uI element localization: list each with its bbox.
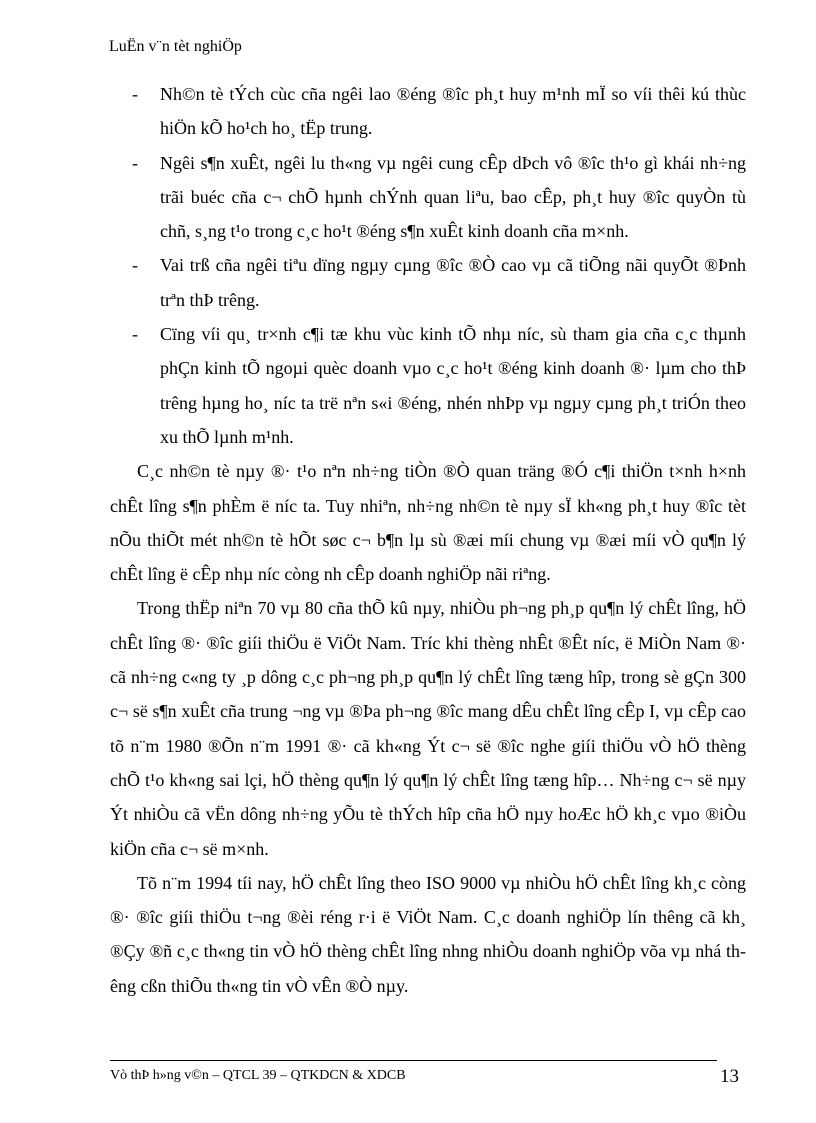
bullet-text: Cïng víi qu¸ tr×nh c¶i tæ khu vùc kinh tÕ nhµ níc, sù tham gia cña c¸c thµnh phÇn kinh tÕ ngoµi quèc doanh vµo c¸c ho¹t ®éng kinh doanh ®· lµm cho thÞ trêng hµng ho¸ níc ta trë nªn s«i ®éng, nhén nhÞp vµ ngµy cµng ph¸t triÓn theo xu thÕ lµnh m¹nh. bbox=[160, 324, 746, 447]
bullet-item bbox=[110, 317, 746, 454]
footer-divider bbox=[110, 1060, 717, 1061]
document-body bbox=[110, 77, 746, 1003]
bullet-text: Vai trß cña ngêi tiªu dïng ngµy cµng ®îc ®Ò cao vµ cã tiÕng nãi quyÕt ®Þnh trªn thÞ trêng. bbox=[160, 255, 746, 310]
bullet-dash-icon: - bbox=[132, 84, 138, 104]
body-paragraph: Tõ n¨m 1994 tíi nay, hÖ chÊt lîng theo ISO 9000 vµ nhiÒu hÖ chÊt lîng kh¸c còng ®· ®îc giíi thiÖu t¬ng ®èi réng r·i ë ViÖt Nam. C¸c doanh nghiÖp lín thêng cã kh¸ ®Çy ®ñ c¸c th«ng tin vÒ hÖ thèng chÊt lîng nhng nhiÒu doanh nghiÖp võa vµ nhá thêng cßn thiÕu th«ng tin vÒ vÊn ®Ò nµy. bbox=[110, 872, 746, 996]
bullet-item bbox=[110, 77, 746, 146]
bullet-item bbox=[110, 248, 746, 317]
bullet-text: Ngêi s¶n xuÊt, ngêi lu th«ng vµ ngêi cung cÊp dÞch vô ®îc th¹o gì khái nh÷ng trãi buéc cña c¬ chÕ hµnh chÝnh quan liªu, bao cÊp, ph¸t huy ®îc quyÒn tù chñ, s¸ng t¹o trong c¸c ho¹t ®éng s¶n xuÊt kinh doanh cña m×nh. bbox=[160, 152, 746, 242]
footer-text: Vò thÞ h»ng v©n – QTCL 39 – QTKDCN & XDCB bbox=[110, 1068, 406, 1083]
body-paragraph: C¸c nh©n tè nµy ®· t¹o nªn nh÷ng tiÒn ®Ò quan träng ®Ó c¶i thiÖn t×nh h×nh chÊt lîng s¶n phÈm ë níc ta. Tuy nhiªn, nh÷ng nh©n tè nµy sÏ kh«ng ph¸t huy ®îc tèt nÕu thiÕt mét nh©n tè hÕt søc c¬ b¶n lµ sù ®æi míi chung vµ ®æi míi vÒ qu¶n lý chÊt lîng ë cÊp nhµ níc còng nh cÊp doanh nghiÖp nãi riªng. bbox=[110, 461, 746, 585]
page-number: 13 bbox=[720, 1066, 739, 1087]
running-header: LuËn v¨n tèt nghiÖp bbox=[109, 38, 242, 55]
bullet-item bbox=[110, 146, 746, 249]
bullet-text: Nh©n tè tÝch cùc cña ngêi lao ®éng ®îc ph¸t huy m¹nh mÏ so víi thêi kú thùc hiÖn kÕ ho¹ch ho¸ tËp trung. bbox=[160, 84, 746, 139]
bullet-dash-icon: - bbox=[132, 324, 138, 345]
bullet-dash-icon: - bbox=[132, 152, 138, 173]
bullet-dash-icon: - bbox=[132, 255, 138, 276]
body-paragraph: Trong thËp niªn 70 vµ 80 cña thÕ kû nµy, nhiÒu ph¬ng ph¸p qu¶n lý chÊt lîng, hÖ chÊt lîng ®· ®îc giíi thiÖu ë ViÖt Nam. Tríc khi thèng nhÊt ®Êt níc, ë MiÒn Nam ®· cã nh÷ng c«ng ty ¸p dông c¸c ph¬ng ph¸p qu¶n lý chÊt lîng tæng hîp, trong sè gÇn 300 c¬ së s¶n xuÊt cña trung ¬ng vµ ®Þa ph¬ng ®îc mang dÊu chÊt lîng cÊp I, vµ cÊp cao tõ n¨m 1980 ®Õn n¨m 1991 ®· cã kh«ng Ýt c¬ së ®îc nghe giíi thiÖu vÒ hÖ thèng chÕ t¹o kh«ng sai lçi, hÖ thèng qu¶n lý qu¶n lý chÊt lîng tæng hîp… Nh÷ng c¬ së nµy Ýt nhiÒu cã vËn dông nh÷ng yÕu tè thÝch hîp cña hÖ nµy hoÆc hÖ kh¸c vµo ®iÒu kiÖn cña c¬ së m×nh. bbox=[110, 598, 746, 859]
